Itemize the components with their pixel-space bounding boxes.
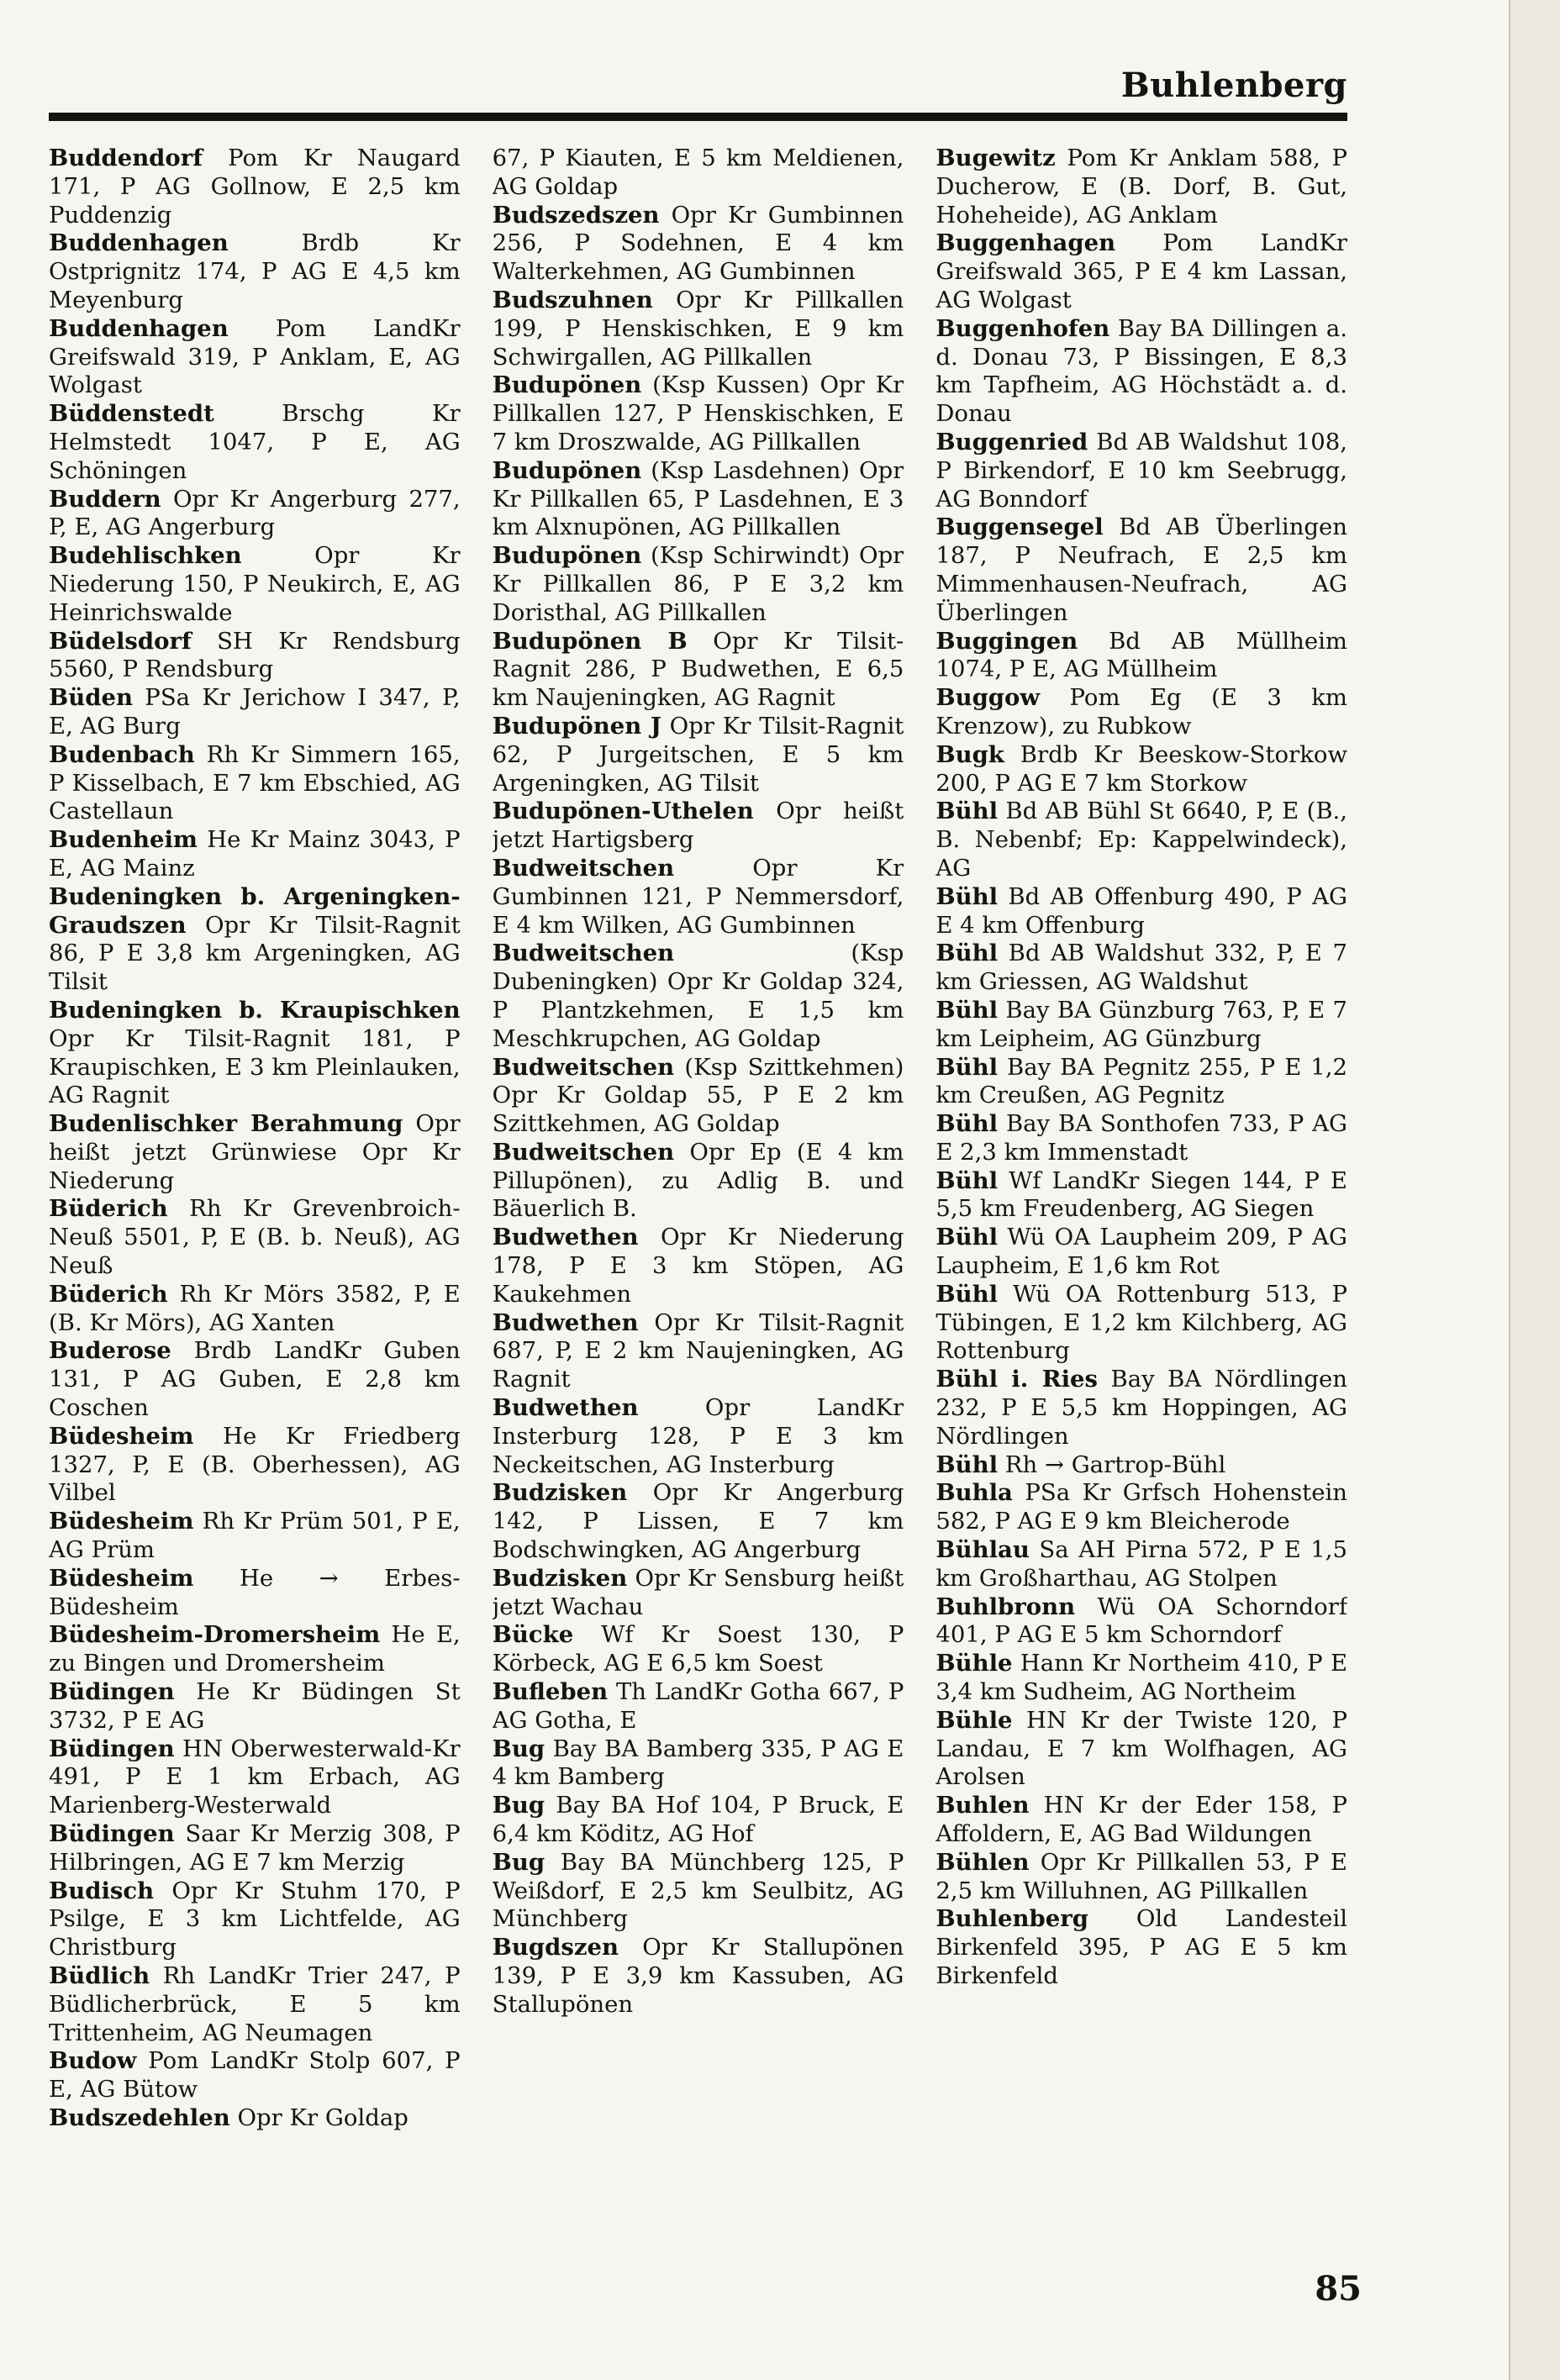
entry-text: Opr Kr Gumbinnen 256, P Sodehnen, E 4 km Walterkehmen, AG Gumbinnen [492, 201, 904, 286]
entry-headword: Budenlischker Berahmung [49, 1110, 403, 1138]
entry-text: Opr Kr Sensburg heißt jetzt Wachau [492, 1564, 904, 1620]
entry-headword: Büdlich [49, 1962, 150, 1989]
entry-text: He Kr Büdingen St 3732, P E AG [49, 1678, 461, 1734]
gazetteer-entry [935, 1054, 1347, 1111]
entry-text: Brdb Kr Ostprignitz 174, P AG E 4,5 km Meyenburg [49, 229, 461, 313]
gazetteer-entry [935, 1366, 1347, 1451]
gazetteer-entry [493, 713, 904, 798]
entry-headword: Budupönen [492, 371, 642, 399]
entry-text: Bay BA Günzburg 763, P, E 7 km Leipheim, AG Günzburg [935, 996, 1348, 1052]
gazetteer-entry [493, 1621, 904, 1678]
entry-headword: Bugdszen [492, 1934, 619, 1961]
entry-headword: Bug [492, 1792, 545, 1819]
gazetteer-entry [49, 315, 461, 400]
entry-headword: Buddendorf [49, 145, 203, 171]
entry-text: Brschg Kr Helmstedt 1047, P E, AG Schöningen [49, 400, 461, 484]
entry-text: (Ksp Dubeningken) Opr Kr Goldap 324, P Plantzkehmen, E 1,5 km Meschkrupchen, AG Goldap [492, 940, 904, 1052]
entry-headword: Bühl [935, 798, 999, 825]
entry-text: Opr Kr Angerburg 142, P Lissen, E 7 km Bodschwingken, AG Angerburg [492, 1479, 904, 1564]
gazetteer-entry [935, 997, 1347, 1054]
entry-text: Hann Kr Northeim 410, P E 3,4 km Sudheim, AG Northeim [935, 1650, 1348, 1706]
entry-text: He Kr Friedberg 1327, P, E (B. Oberhessen), AG Vilbel [49, 1422, 461, 1507]
entry-text: Rh LandKr Trier 247, P Büdlicherbrück, E 5 km Trittenheim, AG Neumagen [49, 1962, 461, 2046]
gazetteer-entry [493, 1394, 904, 1479]
entry-text: Bd AB Müllheim 1074, P E, AG Müllheim [935, 627, 1348, 683]
gazetteer-entry [49, 486, 461, 543]
gazetteer-entry [935, 798, 1347, 882]
gazetteer-entry [935, 1281, 1347, 1366]
entry-headword: Bufleben [492, 1678, 609, 1706]
gazetteer-entry [49, 2047, 461, 2104]
entry-text: Opr Kr Tilsit-Ragnit 62, P Jurgeitschen, E 5 km Argeningken, AG Tilsit [492, 712, 904, 797]
entry-headword: Bühle [935, 1706, 1013, 1734]
entry-headword: Büden [49, 684, 133, 712]
gazetteer-entry [493, 855, 904, 940]
entry-headword: Bühl [935, 1224, 999, 1251]
gazetteer-entry [935, 628, 1347, 685]
entry-text: Rh → Gartrop-Bühl [998, 1451, 1226, 1478]
gazetteer-entry [49, 1678, 461, 1735]
gazetteer-entry [935, 1536, 1347, 1593]
entry-headword: Budeningken b. Kraupischken [49, 996, 461, 1024]
gazetteer-entry [493, 1139, 904, 1224]
entry-headword: Bühl [935, 1280, 999, 1308]
entry-headword: Budupönen [492, 542, 642, 570]
entry-headword: Budweitschen [492, 1053, 675, 1081]
entry-text: (Ksp Kussen) Opr Kr Pillkallen 127, P Henskischken, E 7 km Droszwalde, AG Pillkallen [492, 371, 904, 455]
entry-text: Brdb Kr Beeskow-Storkow 200, P AG E 7 km Storkow [935, 740, 1348, 797]
entry-headword: Budupönen J [492, 712, 661, 740]
entry-headword: Buhlenberg [935, 1905, 1088, 1933]
entry-headword: Budeningken b. Argeningken-Graudszen [49, 882, 461, 939]
gazetteer-entry [493, 1849, 904, 1934]
gazetteer-entry [49, 1195, 461, 1280]
entry-headword: Büdingen [49, 1820, 175, 1848]
entry-headword: Budweitschen [492, 854, 675, 882]
gazetteer-entry [935, 229, 1347, 314]
entry-headword: Büdingen [49, 1678, 175, 1706]
entry-text: Saar Kr Merzig 308, P Hilbringen, AG E 7 km Merzig [49, 1820, 461, 1876]
entry-headword: Budweitschen [492, 940, 675, 967]
entry-text: Opr Kr Niederung 178, P E 3 km Stöpen, AG Kaukehmen [492, 1224, 904, 1308]
entry-headword: Buhla [935, 1479, 1013, 1507]
entry-headword: Buggow [935, 684, 1041, 712]
entry-text: Pom Kr Naugard 171, P AG Gollnow, E 2,5 km Puddenzig [49, 145, 461, 229]
entry-headword: Büdesheim [49, 1564, 194, 1592]
entry-text: Opr LandKr Insterburg 128, P E 3 km Neckeitschen, AG Insterburg [492, 1394, 904, 1478]
gazetteer-entry [493, 1309, 904, 1394]
entry-text: Pom Kr Anklam 588, P Ducherow, E (B. Dorf, B. Gut, Hoheheide), AG Anklam [935, 145, 1348, 229]
entry-text: (Ksp Szittkehmen) Opr Kr Goldap 55, P E 2 km Szittkehmen, AG Goldap [492, 1053, 904, 1138]
entry-text: Bay BA Hof 104, P Bruck, E 6,4 km Köditz, AG Hof [492, 1792, 904, 1848]
gazetteer-entry [935, 145, 1347, 229]
entry-text: (Ksp Schirwindt) Opr Kr Pillkallen 86, P E 3,2 km Doristhal, AG Pillkallen [492, 542, 904, 626]
entry-headword: Budwethen [492, 1394, 639, 1422]
entry-text: Old Landesteil Birkenfeld 395, P AG E 5 km Birkenfeld [935, 1905, 1348, 1989]
entry-text: Wf Kr Soest 130, P Körbeck, AG E 6,5 km Soest [492, 1621, 904, 1677]
entry-text: Bay BA Sonthofen 733, P AG E 2,3 km Immenstadt [935, 1110, 1348, 1166]
entry-headword: Büdesheim [49, 1508, 194, 1535]
gazetteer-entry [493, 457, 904, 542]
gazetteer-entry [935, 1792, 1347, 1849]
entry-text: Bay BA Nördlingen 232, P E 5,5 km Hoppingen, AG Nördlingen [935, 1366, 1348, 1450]
entry-text: Opr Kr Angerburg 277, P, E, AG Angerburg [49, 485, 461, 541]
entry-text: Wü OA Schorndorf 401, P AG E 5 km Schorndorf [935, 1593, 1348, 1649]
entry-headword: Budszedszen [492, 201, 660, 229]
gazetteer-entry [935, 1650, 1347, 1707]
gazetteer-entry [493, 1792, 904, 1849]
entry-text: Bd AB Offenburg 490, P AG E 4 km Offenburg [935, 882, 1348, 939]
column-left [49, 145, 461, 2212]
entry-text: He Kr Mainz 3043, P E, AG Mainz [49, 826, 461, 882]
entry-text: Bay BA Pegnitz 255, P E 1,2 km Creußen, AG Pegnitz [935, 1053, 1348, 1109]
gazetteer-entry [49, 628, 461, 685]
entry-headword: Buggingen [935, 627, 1078, 655]
gazetteer-entry [49, 542, 461, 627]
entry-text: HN Oberwesterwald-Kr 491, P E 1 km Erbach, AG Marienberg-Westerwald [49, 1735, 461, 1819]
entry-headword: Bug [492, 1735, 545, 1762]
entry-text: 67, P Kiauten, E 5 km Meldienen, AG Goldap [492, 145, 904, 200]
entry-headword: Büdingen [49, 1735, 175, 1762]
entry-text: He E, zu Bingen und Dromersheim [49, 1621, 461, 1677]
gazetteer-entry [493, 1224, 904, 1308]
entry-headword: Bühl i. Ries [935, 1366, 1099, 1393]
gazetteer-entry [493, 1565, 904, 1622]
entry-headword: Budehlischken [49, 542, 242, 570]
entry-text: Rh Kr Simmern 165, P Kisselbach, E 7 km Ebschied, AG Castellaun [49, 740, 461, 825]
entry-text: Opr Kr Tilsit-Ragnit 687, P, E 2 km Naujeningken, AG Ragnit [492, 1308, 904, 1393]
entry-text: Opr Kr Stuhm 170, P Psilge, E 3 km Lichtfelde, AG Christburg [49, 1877, 461, 1961]
entry-headword: Budzisken [492, 1479, 628, 1507]
entry-headword: Buhlen [935, 1792, 1030, 1819]
entry-headword: Budupönen B [492, 627, 688, 655]
entry-text: Opr Kr Goldap [229, 2104, 408, 2131]
gazetteer-entry [935, 684, 1347, 741]
entry-headword: Bühlen [935, 1848, 1030, 1876]
entry-text: Wf LandKr Siegen 144, P E 5,5 km Freudenberg, AG Siegen [935, 1166, 1348, 1223]
gazetteer-entry [49, 2104, 461, 2133]
gazetteer-entry [49, 1110, 461, 1195]
entry-text: Bd AB Überlingen 187, P Neufrach, E 2,5 km Mimmenhausen-Neufrach, AG Überlingen [935, 513, 1348, 626]
gazetteer-entry [935, 883, 1347, 940]
gazetteer-entry [49, 1877, 461, 1962]
entry-headword: Büdelsdorf [49, 627, 192, 655]
gazetteer-entry [493, 628, 904, 713]
entry-text: Opr heißt jetzt Hartigsberg [492, 798, 904, 854]
entry-headword: Büderich [49, 1195, 168, 1223]
entry-text: Wü OA Rottenburg 513, P Tübingen, E 1,2 km Kilchberg, AG Rottenburg [935, 1280, 1348, 1365]
entry-text: PSa Kr Jerichow I 347, P, E, AG Burg [49, 684, 461, 740]
entry-headword: Buggenhagen [935, 229, 1116, 257]
gazetteer-entry [49, 400, 461, 485]
entry-text: Bd AB Waldshut 332, P, E 7 km Griessen, AG Waldshut [935, 940, 1348, 996]
gazetteer-entry [49, 229, 461, 314]
gazetteer-entry [49, 1281, 461, 1338]
entry-text: Sa AH Pirna 572, P E 1,5 km Großharthau, AG Stolpen [935, 1536, 1348, 1592]
gazetteer-entry [49, 741, 461, 826]
gazetteer-entry [493, 287, 904, 371]
gazetteer-entry [935, 1224, 1347, 1281]
gazetteer-entry [493, 1054, 904, 1139]
running-head: Buhlenberg [1120, 66, 1347, 105]
entry-headword: Budenheim [49, 826, 198, 854]
entry-text: Bay BA Bamberg 335, P AG E 4 km Bamberg [492, 1735, 904, 1791]
entry-headword: Budupönen-Uthelen [492, 798, 754, 825]
gazetteer-entry [49, 1621, 461, 1678]
entry-headword: Büdesheim [49, 1422, 194, 1450]
entry-headword: Bugewitz [935, 145, 1056, 171]
gazetteer-entry [49, 145, 461, 229]
entry-text: HN Kr der Eder 158, P Affoldern, E, AG Bad Wildungen [935, 1792, 1348, 1848]
entry-headword: Bühl [935, 1110, 999, 1138]
gazetteer-entry [935, 315, 1347, 429]
gazetteer-entry [49, 1423, 461, 1508]
page-header [49, 50, 1347, 121]
entry-text: Opr Kr Pillkallen 53, P E 2,5 km Willuhnen, AG Pillkallen [935, 1848, 1348, 1904]
entry-headword: Bühle [935, 1650, 1013, 1677]
entry-headword: Budszedehlen [49, 2104, 230, 2131]
entry-headword: Buddenhagen [49, 229, 229, 257]
entry-headword: Buddenhagen [49, 314, 229, 342]
gazetteer-entry [49, 1962, 461, 2047]
entry-headword: Buhlbronn [935, 1593, 1076, 1620]
entry-text: Pom LandKr Stolp 607, P E, AG Bütow [49, 2047, 461, 2104]
gazetteer-entry [935, 1707, 1347, 1792]
entry-text: Opr Kr Tilsit-Ragnit 286, P Budwethen, E 6,5 km Naujeningken, AG Ragnit [492, 627, 904, 712]
entry-headword: Bühlau [935, 1536, 1030, 1564]
gazetteer-entry [493, 1934, 904, 2019]
gazetteer-entry [49, 1735, 461, 1820]
entry-headword: Budwethen [492, 1308, 639, 1336]
gazetteer-entry [49, 1337, 461, 1422]
gazetteer-entry [935, 1849, 1347, 1906]
entry-text: Brdb LandKr Guben 131, P AG Guben, E 2,8 km Coschen [49, 1337, 461, 1422]
gazetteer-entry [49, 684, 461, 741]
gazetteer-entry [935, 429, 1347, 513]
gazetteer-entry [493, 940, 904, 1053]
entry-headword: Buggensegel [935, 513, 1104, 541]
gazetteer-entry [493, 542, 904, 627]
entry-headword: Budupönen [492, 456, 642, 484]
entry-headword: Bug [492, 1848, 545, 1876]
gazetteer-entry [49, 883, 461, 997]
entry-text: Opr Kr Tilsit-Ragnit 181, P Kraupischken, E 3 km Pleinlauken, AG Ragnit [49, 1024, 461, 1109]
gazetteer-entry [935, 741, 1347, 798]
header-rule [49, 113, 1347, 121]
gazetteer-entry [935, 1479, 1347, 1536]
entry-headword: Bühl [935, 1053, 999, 1081]
entry-text: Opr Kr Gumbinnen 121, P Nemmersdorf, E 4 km Wilken, AG Gumbinnen [492, 854, 904, 939]
entry-headword: Büddenstedt [49, 400, 214, 428]
entry-headword: Bugk [935, 740, 1004, 768]
entry-headword: Budow [49, 2047, 137, 2075]
gazetteer-entry [49, 997, 461, 1110]
gazetteer-entry [49, 1508, 461, 1565]
entry-headword: Budszuhnen [492, 286, 653, 313]
gazetteer-entry [935, 1451, 1347, 1480]
gazetteer-entry [493, 1479, 904, 1564]
entry-headword: Büderich [49, 1280, 168, 1308]
entry-text: Opr Kr Tilsit-Ragnit 86, P E 3,8 km Argeningken, AG Tilsit [49, 911, 461, 996]
entry-text: Rh Kr Prüm 501, P E, AG Prüm [49, 1508, 461, 1564]
gazetteer-entry [493, 145, 904, 202]
entry-headword: Budenbach [49, 740, 195, 768]
gazetteer-entry [935, 940, 1347, 997]
entry-text: Pom LandKr Greifswald 319, P Anklam, E, AG Wolgast [49, 314, 461, 399]
entry-headword: Buddern [49, 485, 161, 513]
entry-text: SH Kr Rendsburg 5560, P Rendsburg [49, 627, 461, 683]
entry-headword: Buggenried [935, 428, 1088, 455]
entry-text: Rh Kr Mörs 3582, P, E (B. Kr Mörs), AG Xanten [49, 1280, 461, 1336]
gazetteer-columns [49, 145, 1347, 2212]
gazetteer-entry [49, 1820, 461, 1877]
entry-text: Bay BA Münchberg 125, P Weißdorf, E 2,5 km Seulbitz, AG Münchberg [492, 1848, 904, 1933]
column-right [935, 145, 1347, 2212]
entry-text: Bd AB Bühl St 6640, P, E (B., B. Nebenbf; Ep: Kappelwindeck), AG [935, 798, 1348, 882]
gazetteer-entry [493, 202, 904, 287]
entry-text: Bay BA Dillingen a. d. Donau 73, P Bissingen, E 8,3 km Tapfheim, AG Höchstädt a. d. Donau [935, 314, 1348, 428]
entry-headword: Budweitschen [492, 1138, 675, 1166]
gazetteer-entry [493, 371, 904, 456]
gazetteer-entry [935, 513, 1347, 627]
gazetteer-entry [935, 1905, 1347, 1990]
gazetteer-entry [935, 1167, 1347, 1224]
gazetteer-entry [49, 826, 461, 883]
entry-text: Opr Kr Pillkallen 199, P Henskischken, E 9 km Schwirgallen, AG Pillkallen [492, 286, 904, 371]
entry-text: (Ksp Lasdehnen) Opr Kr Pillkallen 65, P Lasdehnen, E 3 km Alxnupönen, AG Pillkallen [492, 456, 904, 541]
entry-text: Opr heißt jetzt Grünwiese Opr Kr Niederung [49, 1110, 461, 1194]
entry-text: Pom Eg (E 3 km Krenzow), zu Rubkow [935, 684, 1348, 740]
entry-text: HN Kr der Twiste 120, P Landau, E 7 km Wolfhagen, AG Arolsen [935, 1706, 1348, 1791]
entry-headword: Buggenhofen [935, 314, 1110, 342]
entry-text: PSa Kr Grfsch Hohenstein 582, P AG E 9 km Bleicherode [935, 1479, 1348, 1535]
gazetteer-entry [935, 1593, 1347, 1651]
entry-text: Pom LandKr Greifswald 365, P E 4 km Lassan, AG Wolgast [935, 229, 1348, 313]
entry-headword: Bühl [935, 940, 999, 967]
entry-headword: Budisch [49, 1877, 155, 1904]
gazetteer-entry [935, 1110, 1347, 1167]
entry-text: Th LandKr Gotha 667, P AG Gotha, E [492, 1678, 904, 1734]
entry-headword: Budzisken [492, 1564, 628, 1592]
entry-headword: Bühl [935, 996, 999, 1024]
entry-headword: Bühl [935, 1166, 999, 1194]
entry-headword: Bücke [492, 1621, 574, 1649]
entry-text: Bd AB Waldshut 108, P Birkendorf, E 10 km Seebrugg, AG Bonndorf [935, 428, 1348, 513]
gazetteer-entry [49, 1565, 461, 1622]
entry-text: Opr Kr Niederung 150, P Neukirch, E, AG Heinrichswalde [49, 542, 461, 626]
entry-headword: Bühl [935, 1451, 999, 1478]
gazetteer-entry [493, 1735, 904, 1793]
page-edge [1509, 0, 1560, 2380]
entry-headword: Budwethen [492, 1224, 639, 1251]
entry-headword: Buderose [49, 1337, 171, 1365]
entry-text: Wü OA Laupheim 209, P AG Laupheim, E 1,6 km Rot [935, 1224, 1348, 1280]
entry-headword: Büdesheim-Dromersheim [49, 1621, 381, 1649]
page-number: 85 [1315, 2269, 1362, 2309]
column-middle [493, 145, 904, 2212]
entry-text: Opr Kr Stallupönen 139, P E 3,9 km Kassuben, AG Stallupönen [492, 1934, 904, 2018]
gazetteer-entry [493, 1678, 904, 1735]
entry-text: Rh Kr Grevenbroich-Neuß 5501, P, E (B. b. Neuß), AG Neuß [49, 1195, 461, 1280]
entry-text: He → Erbes-Büdesheim [49, 1564, 461, 1620]
gazetteer-entry [493, 798, 904, 855]
entry-text: Opr Ep (E 4 km Pillupönen), zu Adlig B. und Bäuerlich B. [492, 1138, 904, 1223]
entry-headword: Bühl [935, 882, 999, 910]
